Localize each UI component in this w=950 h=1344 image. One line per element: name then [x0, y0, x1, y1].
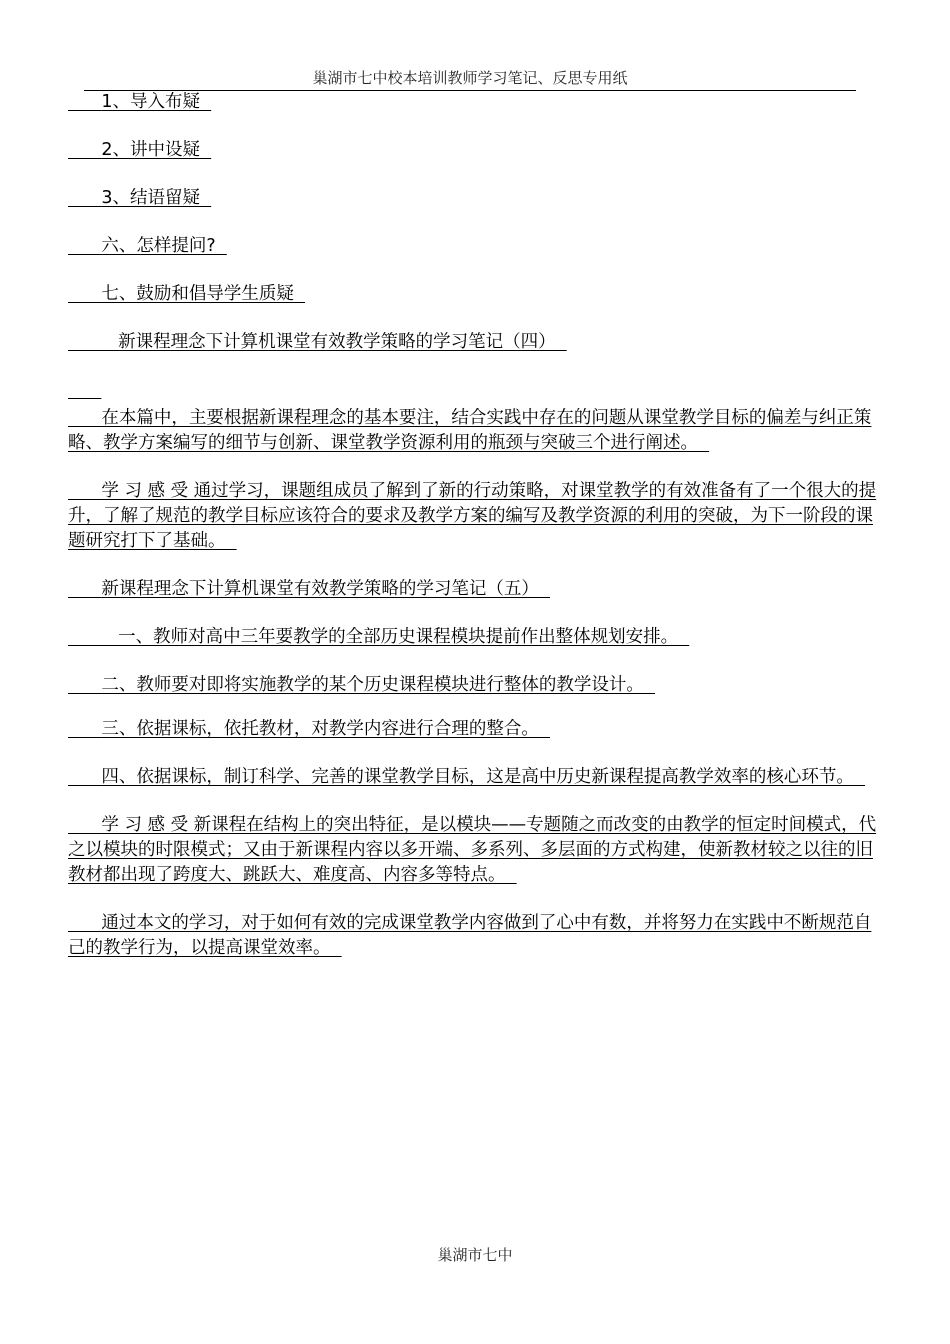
page-header: 巢湖市七中校本培训教师学习笔记、反思专用纸	[84, 66, 856, 91]
paragraph: 六、怎样提问?	[68, 236, 227, 256]
paragraph: 二、教师要对即将实施教学的某个历史课程模块进行整体的教学设计。	[68, 675, 656, 695]
paragraph: 3、结语留疑	[68, 188, 212, 208]
paragraph: 七、鼓励和倡导学生质疑	[68, 284, 306, 304]
paragraph	[68, 378, 882, 403]
paragraph: 新课程理念下计算机课堂有效教学策略的学习笔记（五）	[68, 579, 551, 599]
paragraph: 四、依据课标，制订科学、完善的课堂教学目标，这是高中历史新课程提高教学效率的核心环节。	[68, 767, 866, 787]
page-footer: 巢湖市七中	[437, 1246, 513, 1264]
paragraph: 学 习 感 受 新课程在结构上的突出特征，是以模块——专题随之而改变的由教学的恒定时间模式，代之以模块的时限模式；又由于新课程内容以多开端、多系列、多层面的方式构建，使新教材较之以往的旧教材都出现了跨度大、跳跃大、难度高、内容多等特点。	[68, 815, 877, 885]
document-body	[68, 90, 882, 961]
paragraph: 新课程理念下计算机课堂有效教学策略的学习笔记（四）	[68, 332, 567, 352]
paragraph: 三、依据课标，依托教材，对教学内容进行合理的整合。	[68, 719, 551, 739]
paragraph: 1、导入布疑	[68, 92, 212, 112]
paragraph: 2、讲中设疑	[68, 140, 212, 160]
paragraph: 学 习 感 受 通过学习，课题组成员了解到了新的行动策略，对课堂教学的有效准备有了一个很大的提升，了解了规范的教学目标应该符合的要求及教学方案的编写及教学资源的利用的突破，为下一阶段的课题研究打下了基础。	[68, 481, 877, 551]
paragraph: 一、教师对高中三年要教学的全部历史课程模块提前作出整体规划安排。	[68, 627, 690, 647]
paragraph: 在本篇中，主要根据新课程理念的基本要注，结合实践中存在的问题从课堂教学目标的偏差与纠正策略、教学方案编写的细节与创新、课堂教学资源利用的瓶颈与突破三个进行阐述。	[68, 408, 872, 453]
paragraph: 通过本文的学习，对于如何有效的完成课堂教学内容做到了心中有数，并将努力在实践中不断规范自己的教学行为，以提高课堂效率。	[68, 913, 872, 958]
